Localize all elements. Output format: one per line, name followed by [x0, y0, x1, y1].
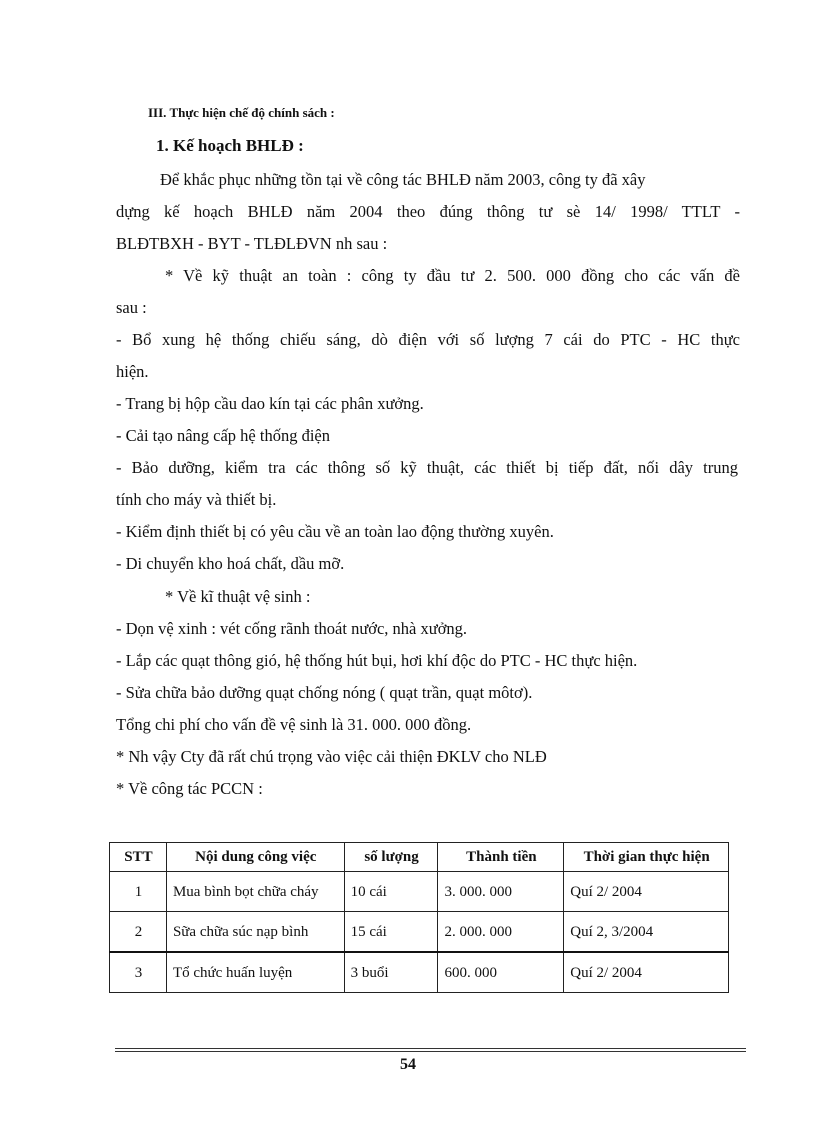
safety-item6: - Di chuyển kho hoá chất, dầu mỡ.	[116, 554, 345, 573]
para1-line1	[160, 170, 740, 190]
safety-item2: - Trang bị hộp cầu dao kín tại các phân xưởng.	[116, 394, 424, 413]
hygiene-item3: - Sửa chữa bảo dưỡng quạt chống nóng ( quạt trần, quạt môtơ).	[116, 683, 533, 702]
footer-rule-top	[115, 1048, 746, 1049]
hygiene-total: Tổng chi phí cho vấn đề vệ sinh là 31. 000. 000 đồng.	[116, 715, 472, 734]
heading-plan: 1. Kế hoạch BHLĐ :	[156, 136, 304, 155]
safety-item1a: - Bổ xung hệ thống chiếu sáng, dò điện với số lượng 7 cái do PTC - HC thực	[116, 330, 740, 349]
cell-stt: 2	[110, 912, 167, 953]
cell-quantity: 15 cái	[344, 912, 438, 953]
page-number: 54	[400, 1056, 416, 1073]
safety-line1: * Về kỹ thuật an toàn : công ty đầu tư 2. 500. 000 đồng cho các vấn đề	[165, 266, 740, 285]
para1-line3: BLĐTBXH - BYT - TLĐLĐVN nh sau :	[116, 234, 388, 253]
pccn-table	[109, 842, 729, 993]
cell-content: Mua bình bọt chữa cháy	[166, 872, 344, 912]
para1-line2: dựng kế hoạch BHLĐ năm 2004 theo đúng thông tư sè 14/ 1998/ TTLT -	[116, 202, 740, 221]
cell-quantity: 3 buổi	[344, 952, 438, 993]
cell-amount: 600. 000	[438, 952, 564, 993]
cell-time: Quí 2/ 2004	[564, 952, 729, 993]
section-title: III. Thực hiện chế độ chính sách :	[148, 105, 335, 120]
table-header-row	[110, 843, 729, 872]
para1-line1-text: Để khắc phục những tồn tại về công tác BHLĐ năm 2003, công ty đã xây	[160, 170, 646, 189]
cell-amount: 2. 000. 000	[438, 912, 564, 953]
header-stt: STT	[110, 843, 167, 872]
safety-line2: sau :	[116, 298, 147, 317]
hygiene-item1: - Dọn vệ xinh : vét cống rãnh thoát nước, nhà xưởng.	[116, 619, 468, 638]
safety-item1b: hiện.	[116, 362, 149, 381]
safety-item4b: tính cho máy và thiết bị.	[116, 490, 277, 509]
header-time: Thời gian thực hiện	[564, 843, 729, 872]
header-quantity: số lượng	[344, 843, 438, 872]
cell-time: Quí 2, 3/2004	[564, 912, 729, 953]
hygiene-note: * Nh vậy Cty đã rất chú trọng vào việc cải thiện ĐKLV cho NLĐ	[116, 747, 547, 766]
cell-time: Quí 2/ 2004	[564, 872, 729, 912]
cell-content: Sữa chữa súc nạp bình	[166, 912, 344, 953]
header-amount: Thành tiền	[438, 843, 564, 872]
hygiene-item2: - Lắp các quạt thông gió, hệ thống hút bụi, hơi khí độc do PTC - HC thực hiện.	[116, 651, 638, 670]
table-row	[110, 952, 729, 993]
cell-quantity: 10 cái	[344, 872, 438, 912]
safety-item5: - Kiểm định thiết bị có yêu cầu về an toàn lao động thường xuyên.	[116, 522, 554, 541]
header-content: Nội dung công việc	[166, 843, 344, 872]
cell-stt: 3	[110, 952, 167, 993]
footer-rule-bottom	[115, 1051, 746, 1052]
table-row	[110, 872, 729, 912]
pccn-title: * Về công tác PCCN :	[116, 779, 263, 798]
hygiene-title: * Về kĩ thuật vệ sinh :	[165, 587, 311, 606]
cell-content: Tổ chức huấn luyện	[166, 952, 344, 993]
safety-item3: - Cải tạo nâng cấp hệ thống điện	[116, 426, 330, 445]
cell-amount: 3. 000. 000	[438, 872, 564, 912]
cell-stt: 1	[110, 872, 167, 912]
safety-item4a: - Bảo dưỡng, kiểm tra các thông số kỹ thuật, các thiết bị tiếp đất, nối dây trung	[116, 458, 738, 477]
table-row	[110, 912, 729, 953]
